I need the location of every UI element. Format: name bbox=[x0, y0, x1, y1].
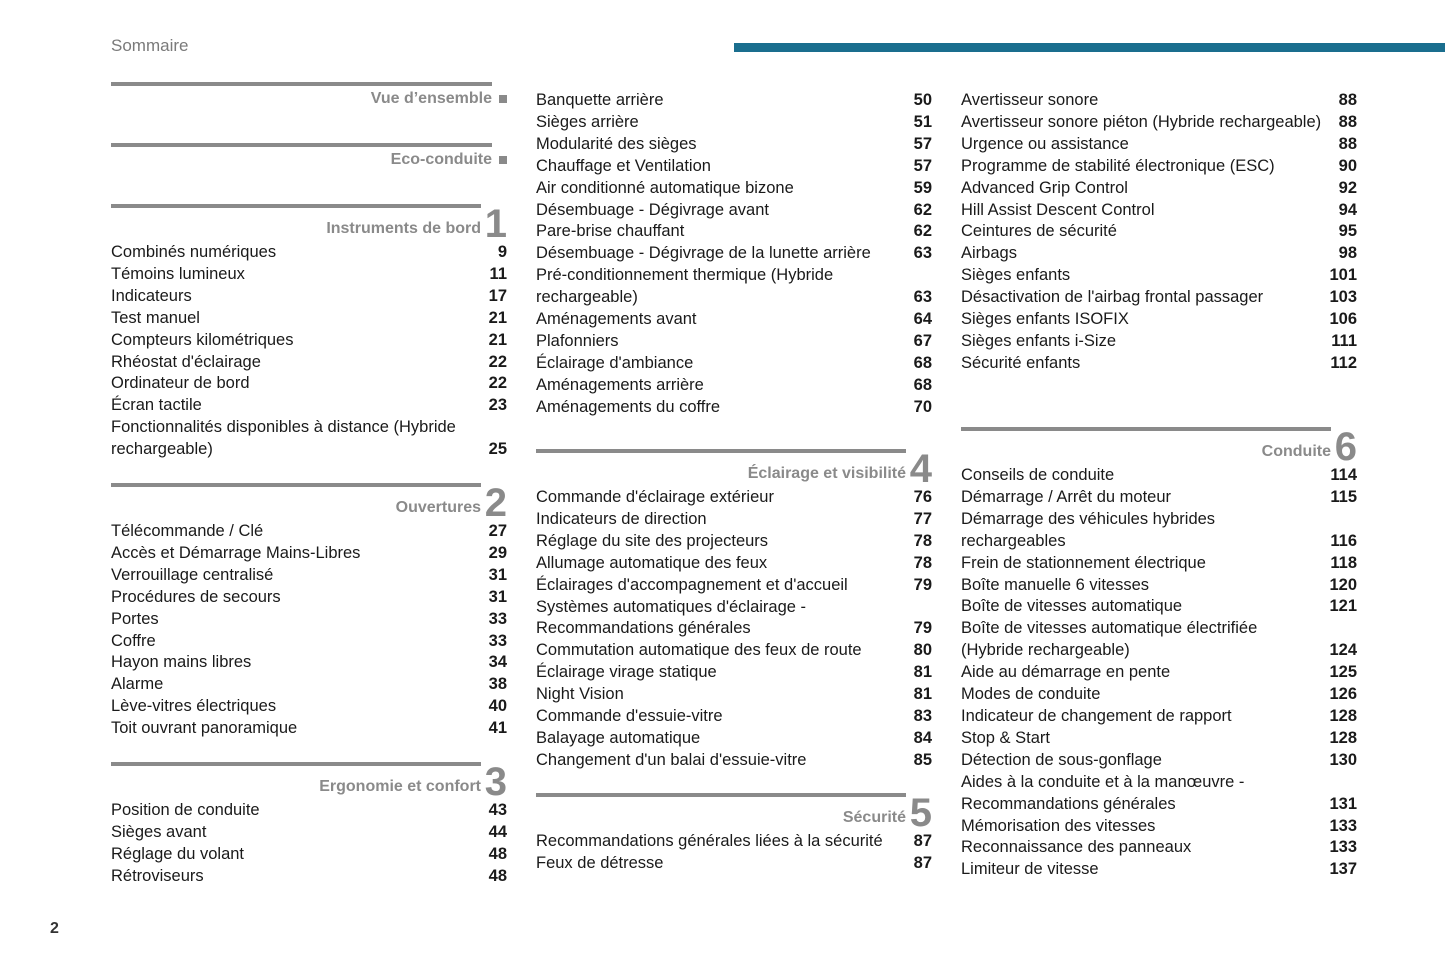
toc-entry-title: Alarme bbox=[111, 675, 164, 694]
toc-entry-title: Éclairages d'accompagnement et d'accueil bbox=[536, 575, 848, 594]
toc-entry-page: 31 bbox=[488, 587, 507, 606]
toc-entry-page: 126 bbox=[1329, 685, 1357, 704]
toc-entry-title: Indicateurs bbox=[111, 286, 192, 305]
toc-entry[interactable] bbox=[111, 242, 507, 264]
toc-entry-title: Ordinateur de bord bbox=[111, 374, 250, 393]
toc-entry[interactable] bbox=[536, 640, 932, 662]
toc-entry-page: 94 bbox=[1338, 200, 1357, 219]
toc-entry-page: 9 bbox=[497, 243, 507, 261]
toc-entry-page: 106 bbox=[1329, 310, 1357, 329]
toc-entry-title: Boîte de vitesses automatique bbox=[961, 597, 1183, 616]
toc-entry-page: 67 bbox=[913, 331, 932, 350]
toc-entry-page: 80 bbox=[913, 641, 932, 660]
toc-entry-page: 57 bbox=[913, 134, 932, 153]
toc-entry[interactable] bbox=[961, 221, 1357, 243]
toc-entry[interactable] bbox=[961, 309, 1357, 331]
toc-entry-title: Sièges enfants ISOFIX bbox=[961, 310, 1129, 329]
toc-entry-title: Désactivation de l'airbag frontal passager bbox=[961, 288, 1264, 307]
toc-entry[interactable] bbox=[536, 375, 932, 397]
toc-entry[interactable] bbox=[536, 200, 932, 222]
toc-entry-title: Aménagements arrière bbox=[536, 375, 704, 394]
toc-entry-page: 79 bbox=[913, 619, 932, 638]
toc-entry-page: 133 bbox=[1329, 838, 1357, 857]
toc-entry-page: 59 bbox=[913, 178, 932, 197]
toc-entry[interactable] bbox=[536, 575, 932, 597]
toc-entry[interactable] bbox=[536, 309, 932, 331]
toc-entry[interactable] bbox=[111, 286, 507, 308]
toc-entry-title: Pare-brise chauffant bbox=[536, 222, 685, 241]
toc-entry-title: Fonctionnalités disponibles à distance (Hybride rechargeable) bbox=[111, 418, 456, 459]
toc-entry[interactable] bbox=[961, 553, 1357, 575]
toc-entry[interactable] bbox=[111, 844, 507, 866]
toc-entry-page: 78 bbox=[913, 553, 932, 572]
toc-entry-page: 31 bbox=[488, 565, 507, 584]
toc-entry-title: Recommandations générales liées à la sécurité bbox=[536, 832, 883, 850]
toc-entry-title: Combinés numériques bbox=[111, 243, 277, 261]
section-6 bbox=[961, 427, 1357, 881]
toc-entry-page: 23 bbox=[488, 396, 507, 415]
toc-entry-title: Sièges avant bbox=[111, 822, 207, 841]
toc-entry-page: 33 bbox=[488, 609, 507, 628]
toc-entry-title: Feux de détresse bbox=[536, 853, 664, 872]
toc-entry[interactable] bbox=[961, 816, 1357, 838]
toc-entry-title: Commande d'essuie-vitre bbox=[536, 707, 723, 726]
toc-entry-title: Advanced Grip Control bbox=[961, 178, 1128, 197]
toc-entry-title: Aides à la conduite et à la manœuvre - Recommandations générales bbox=[961, 772, 1245, 813]
toc-entry[interactable] bbox=[111, 395, 507, 417]
toc-entry[interactable] bbox=[111, 308, 507, 330]
toc-entry-page: 103 bbox=[1329, 288, 1357, 307]
toc-entry[interactable] bbox=[961, 465, 1357, 487]
toc-entry-title: Boîte de vitesses automatique électrifiée (Hybride rechargeable) bbox=[961, 619, 1258, 660]
toc-entry-page: 137 bbox=[1329, 860, 1357, 879]
toc-entry-title: Ceintures de sécurité bbox=[961, 222, 1117, 241]
toc-entry-title: Balayage automatique bbox=[536, 728, 701, 747]
toc-entry-page: 70 bbox=[913, 397, 932, 416]
toc-entry[interactable] bbox=[536, 156, 932, 178]
toc-entry[interactable] bbox=[961, 265, 1357, 287]
toc-entry-title: Avertisseur sonore bbox=[961, 91, 1099, 109]
toc-entry[interactable] bbox=[536, 134, 932, 156]
toc-entry-page: 44 bbox=[488, 822, 507, 841]
section-rule bbox=[111, 483, 481, 487]
toc-entry-page: 87 bbox=[913, 853, 932, 872]
toc-entry-title: Changement d'un balai d'essuie-vitre bbox=[536, 750, 807, 769]
toc-entry[interactable] bbox=[536, 531, 932, 553]
section-title[interactable]: Conduite bbox=[1261, 443, 1331, 460]
toc-entry-page: 22 bbox=[488, 374, 507, 393]
toc-entry-title: Désembuage - Dégivrage avant bbox=[536, 200, 769, 219]
toc-entry-title: Portes bbox=[111, 609, 159, 628]
toc-entry-page: 92 bbox=[1338, 178, 1357, 197]
toc-entry[interactable] bbox=[536, 487, 932, 509]
toc-entry-page: 112 bbox=[1330, 353, 1357, 372]
toc-entry-title: Rhéostat d'éclairage bbox=[111, 352, 261, 371]
toc-entry[interactable] bbox=[961, 156, 1357, 178]
toc-entry[interactable] bbox=[536, 90, 932, 112]
toc-entry[interactable] bbox=[536, 750, 932, 772]
toc-entry[interactable] bbox=[536, 597, 932, 641]
toc-entry[interactable] bbox=[111, 866, 507, 888]
toc-entry[interactable] bbox=[961, 200, 1357, 222]
toc-entry[interactable] bbox=[111, 609, 507, 631]
toc-entry-page: 133 bbox=[1329, 816, 1357, 835]
toc-entry-page: 11 bbox=[489, 264, 507, 283]
toc-entry-title: Aide au démarrage en pente bbox=[961, 663, 1171, 682]
toc-entry-page: 21 bbox=[488, 308, 507, 327]
toc-entry[interactable] bbox=[536, 243, 932, 265]
toc-entry-page: 64 bbox=[913, 310, 932, 329]
section-title[interactable]: Vue d’ensemble bbox=[370, 90, 492, 107]
toc-entry-page: 130 bbox=[1329, 750, 1357, 769]
toc-entry-page: 41 bbox=[488, 719, 507, 738]
section-3-continued bbox=[536, 90, 932, 419]
toc-entry-page: 120 bbox=[1329, 575, 1357, 594]
toc-entry-title: Commande d'éclairage extérieur bbox=[536, 488, 774, 506]
toc-entry-page: 48 bbox=[488, 844, 507, 863]
toc-entry[interactable] bbox=[111, 587, 507, 609]
toc-entry-page: 33 bbox=[488, 631, 507, 650]
toc-entry[interactable] bbox=[536, 831, 932, 853]
section-5-continued bbox=[961, 90, 1357, 375]
toc-entry[interactable] bbox=[961, 331, 1357, 353]
toc-entry[interactable] bbox=[961, 618, 1357, 662]
toc-entry[interactable] bbox=[536, 553, 932, 575]
toc-entry-title: Position de conduite bbox=[111, 801, 260, 819]
toc-entry[interactable] bbox=[961, 684, 1357, 706]
toc-entry-page: 116 bbox=[1330, 531, 1357, 550]
toc-entry[interactable] bbox=[111, 696, 507, 718]
toc-entry-page: 88 bbox=[1338, 134, 1357, 153]
toc-entry[interactable] bbox=[111, 543, 507, 565]
toc-entry-page: 111 bbox=[1331, 331, 1357, 350]
toc-entry-page: 68 bbox=[913, 353, 932, 372]
section-title[interactable]: Ergonomie et confort bbox=[319, 778, 481, 795]
toc-entry[interactable] bbox=[961, 859, 1357, 881]
toc-entry-page: 81 bbox=[913, 685, 932, 704]
section-title[interactable]: Sécurité bbox=[842, 809, 906, 826]
toc-entry[interactable] bbox=[961, 706, 1357, 728]
section-rule bbox=[536, 449, 906, 453]
toc-entry-page: 128 bbox=[1329, 728, 1357, 747]
toc-entry[interactable] bbox=[111, 264, 507, 286]
section-4 bbox=[536, 449, 932, 772]
page-number: 2 bbox=[50, 920, 59, 937]
section-vue-ensemble[interactable] bbox=[111, 82, 507, 112]
toc-entry-page: 95 bbox=[1338, 222, 1357, 241]
toc-entry[interactable] bbox=[961, 487, 1357, 509]
section-rule bbox=[961, 427, 1331, 431]
toc-entry-title: Hill Assist Descent Control bbox=[961, 200, 1155, 219]
toc-entry-title: Limiteur de vitesse bbox=[961, 860, 1099, 879]
toc-entry-page: 63 bbox=[913, 244, 932, 263]
toc-entry-title: Indicateur de changement de rapport bbox=[961, 706, 1232, 725]
toc-entry[interactable] bbox=[111, 800, 507, 822]
toc-entry[interactable] bbox=[111, 718, 507, 740]
section-1 bbox=[111, 204, 507, 461]
toc-entry-title: Pré-conditionnement thermique (Hybride rechargeable) bbox=[536, 266, 834, 307]
toc-entry-page: 79 bbox=[913, 575, 932, 594]
toc-entry-page: 51 bbox=[913, 112, 932, 131]
toc-entry-page: 124 bbox=[1329, 641, 1357, 660]
section-3 bbox=[111, 762, 507, 888]
toc-entry-page: 88 bbox=[1338, 91, 1357, 109]
toc-entry-page: 84 bbox=[913, 728, 932, 747]
toc-entry-page: 48 bbox=[488, 866, 507, 885]
toc-entry-page: 85 bbox=[913, 750, 932, 769]
toc-entry-title: Réglage du site des projecteurs bbox=[536, 531, 769, 550]
page-title: Sommaire bbox=[111, 36, 189, 55]
toc-entry[interactable] bbox=[536, 684, 932, 706]
toc-entry-page: 27 bbox=[488, 522, 507, 540]
toc-entry-page: 62 bbox=[913, 222, 932, 241]
section-number: 6 bbox=[1334, 425, 1357, 469]
toc-entry-page: 22 bbox=[488, 352, 507, 371]
toc-entry-title: Conseils de conduite bbox=[961, 466, 1115, 484]
square-bullet-icon bbox=[499, 156, 507, 164]
toc-entry-page: 57 bbox=[913, 156, 932, 175]
toc-entry[interactable] bbox=[536, 178, 932, 200]
toc-entry-title: Aménagements avant bbox=[536, 310, 697, 329]
section-number: 3 bbox=[484, 760, 507, 804]
section-title[interactable]: Éclairage et visibilité bbox=[747, 465, 906, 482]
section-number: 4 bbox=[909, 447, 932, 491]
toc-entry-page: 34 bbox=[488, 653, 507, 672]
toc-entry-title: Toit ouvrant panoramique bbox=[111, 719, 298, 738]
toc-entry-page: 62 bbox=[913, 200, 932, 219]
toc-entry-title: Témoins lumineux bbox=[111, 264, 245, 283]
toc-entry-title: Air conditionné automatique bizone bbox=[536, 178, 794, 197]
header-accent-bar bbox=[734, 43, 1445, 52]
toc-entry-title: Indicateurs de direction bbox=[536, 509, 707, 528]
toc-entry-page: 38 bbox=[488, 675, 507, 694]
toc-entry-title: Banquette arrière bbox=[536, 91, 664, 109]
toc-entry-page: 17 bbox=[488, 286, 507, 305]
toc-entry-title: Procédures de secours bbox=[111, 587, 281, 606]
toc-entry[interactable] bbox=[961, 353, 1357, 375]
toc-entry[interactable] bbox=[961, 178, 1357, 200]
toc-entry-title: Coffre bbox=[111, 631, 156, 650]
toc-entry[interactable] bbox=[536, 265, 932, 309]
section-title[interactable]: Eco-conduite bbox=[390, 151, 492, 168]
toc-entry[interactable] bbox=[111, 417, 507, 461]
section-5 bbox=[536, 793, 932, 875]
toc-entry[interactable] bbox=[961, 287, 1357, 309]
toc-entry-page: 68 bbox=[913, 375, 932, 394]
toc-entry-page: 128 bbox=[1329, 706, 1357, 725]
toc-entry[interactable] bbox=[536, 509, 932, 531]
toc-entry-title: Test manuel bbox=[111, 308, 200, 327]
toc-entry[interactable] bbox=[536, 706, 932, 728]
toc-entry[interactable] bbox=[536, 397, 932, 419]
toc-entry-title: Démarrage des véhicules hybrides rechargeables bbox=[961, 509, 1216, 550]
toc-entry-title: Verrouillage centralisé bbox=[111, 565, 274, 584]
section-rule bbox=[536, 793, 906, 797]
toc-entry-page: 81 bbox=[913, 663, 932, 682]
toc-entry-title: Programme de stabilité électronique (ESC) bbox=[961, 156, 1275, 175]
toc-entry-title: Modes de conduite bbox=[961, 685, 1101, 704]
toc-entry[interactable] bbox=[961, 112, 1357, 134]
section-rule bbox=[111, 82, 492, 86]
section-rule bbox=[111, 762, 481, 766]
toc-entry[interactable] bbox=[111, 822, 507, 844]
toc-entry-title: Commutation automatique des feux de route bbox=[536, 641, 862, 660]
toc-entry-title: Avertisseur sonore piéton (Hybride rechargeable) bbox=[961, 112, 1322, 131]
toc-entry[interactable] bbox=[961, 728, 1357, 750]
toc-entry[interactable] bbox=[961, 662, 1357, 684]
toc-entry-title: Sièges enfants i-Size bbox=[961, 331, 1117, 350]
toc-entry-page: 21 bbox=[488, 330, 507, 349]
toc-entry-page: 40 bbox=[488, 697, 507, 716]
section-eco-conduite[interactable] bbox=[111, 143, 507, 173]
toc-entry-title: Stop & Start bbox=[961, 728, 1050, 747]
toc-entry-title: Mémorisation des vitesses bbox=[961, 816, 1156, 835]
toc-entry[interactable] bbox=[111, 521, 507, 543]
toc-entry-page: 63 bbox=[913, 288, 932, 307]
toc-entry-title: Urgence ou assistance bbox=[961, 134, 1129, 153]
toc-entry-page: 115 bbox=[1330, 487, 1357, 506]
toc-entry[interactable] bbox=[961, 596, 1357, 618]
toc-entry-page: 25 bbox=[488, 440, 507, 459]
toc-entry-title: Frein de stationnement électrique bbox=[961, 553, 1206, 572]
toc-entry-page: 50 bbox=[913, 91, 932, 109]
toc-entry-title: Écran tactile bbox=[111, 396, 202, 415]
section-title[interactable]: Instruments de bord bbox=[326, 220, 481, 237]
toc-entry-title: Lève-vitres électriques bbox=[111, 697, 277, 716]
toc-entry-title: Hayon mains libres bbox=[111, 653, 252, 672]
toc-entry-title: Réglage du volant bbox=[111, 844, 245, 863]
toc-entry-page: 43 bbox=[488, 801, 507, 819]
toc-entry[interactable] bbox=[961, 90, 1357, 112]
section-title[interactable]: Ouvertures bbox=[395, 499, 481, 516]
toc-entry-title: Boîte manuelle 6 vitesses bbox=[961, 575, 1150, 594]
toc-entry-title: Reconnaissance des panneaux bbox=[961, 838, 1192, 857]
toc-entry-page: 76 bbox=[913, 488, 932, 506]
toc-entry[interactable] bbox=[961, 772, 1357, 816]
toc-entry[interactable] bbox=[111, 674, 507, 696]
toc-entry-page: 118 bbox=[1330, 553, 1357, 572]
toc-entry-title: Sécurité enfants bbox=[961, 353, 1081, 372]
toc-entry-title: Airbags bbox=[961, 244, 1017, 263]
toc-entry-title: Modularité des sièges bbox=[536, 134, 697, 153]
toc-entry-title: Chauffage et Ventilation bbox=[536, 156, 711, 175]
toc-entry-page: 83 bbox=[913, 707, 932, 726]
toc-entry-page: 114 bbox=[1330, 466, 1357, 484]
toc-entry-title: Sièges enfants bbox=[961, 266, 1071, 285]
toc-entry-title: Plafonniers bbox=[536, 331, 619, 350]
toc-entry[interactable] bbox=[961, 575, 1357, 597]
toc-entry-page: 90 bbox=[1338, 156, 1357, 175]
toc-entry-title: Détection de sous-gonflage bbox=[961, 750, 1162, 769]
toc-entry-title: Éclairage virage statique bbox=[536, 663, 717, 682]
toc-entry-page: 125 bbox=[1329, 663, 1357, 682]
section-rule bbox=[111, 143, 492, 147]
section-number: 2 bbox=[484, 481, 507, 525]
toc-entry-title: Aménagements du coffre bbox=[536, 397, 721, 416]
toc-entry-page: 98 bbox=[1338, 244, 1357, 263]
toc-entry[interactable] bbox=[111, 565, 507, 587]
toc-entry[interactable] bbox=[536, 353, 932, 375]
toc-entry-title: Rétroviseurs bbox=[111, 866, 204, 885]
toc-entry[interactable] bbox=[536, 728, 932, 750]
square-bullet-icon bbox=[499, 95, 507, 103]
toc-entry[interactable] bbox=[111, 330, 507, 352]
toc-entry-title: Systèmes automatiques d'éclairage - Recommandations générales bbox=[536, 597, 807, 638]
toc-entry-title: Compteurs kilométriques bbox=[111, 330, 294, 349]
toc-entry[interactable] bbox=[536, 853, 932, 875]
toc-entry[interactable] bbox=[961, 750, 1357, 772]
toc-entry[interactable] bbox=[961, 837, 1357, 859]
toc-entry-title: Night Vision bbox=[536, 685, 624, 704]
toc-entry-page: 87 bbox=[913, 832, 932, 850]
toc-entry-title: Désembuage - Dégivrage de la lunette arrière bbox=[536, 244, 871, 263]
toc-entry-page: 77 bbox=[913, 509, 932, 528]
section-number: 1 bbox=[484, 202, 507, 246]
toc-entry-title: Télécommande / Clé bbox=[111, 522, 264, 540]
toc-entry[interactable] bbox=[961, 243, 1357, 265]
toc-entry-title: Sièges arrière bbox=[536, 112, 639, 131]
toc-entry-title: Accès et Démarrage Mains-Libres bbox=[111, 543, 361, 562]
toc-entry-page: 131 bbox=[1329, 794, 1357, 813]
toc-entry[interactable] bbox=[111, 373, 507, 395]
toc-entry[interactable] bbox=[961, 509, 1357, 553]
toc-entry[interactable] bbox=[111, 631, 507, 653]
toc-entry-title: Allumage automatique des feux bbox=[536, 553, 768, 572]
toc-entry[interactable] bbox=[111, 352, 507, 374]
toc-entry[interactable] bbox=[536, 331, 932, 353]
toc-entry[interactable] bbox=[536, 662, 932, 684]
section-number: 5 bbox=[909, 791, 932, 835]
section-2 bbox=[111, 483, 507, 740]
section-rule bbox=[111, 204, 481, 208]
toc-entry[interactable] bbox=[961, 134, 1357, 156]
toc-entry[interactable] bbox=[536, 112, 932, 134]
toc-entry-page: 121 bbox=[1329, 597, 1357, 616]
toc-entry-title: Éclairage d'ambiance bbox=[536, 353, 694, 372]
toc-entry[interactable] bbox=[111, 652, 507, 674]
toc-entry-page: 101 bbox=[1329, 266, 1357, 285]
toc-entry-page: 78 bbox=[913, 531, 932, 550]
toc-entry-page: 29 bbox=[488, 543, 507, 562]
toc-entry-title: Démarrage / Arrêt du moteur bbox=[961, 487, 1172, 506]
toc-entry[interactable] bbox=[536, 221, 932, 243]
toc-entry-page: 88 bbox=[1338, 112, 1357, 131]
